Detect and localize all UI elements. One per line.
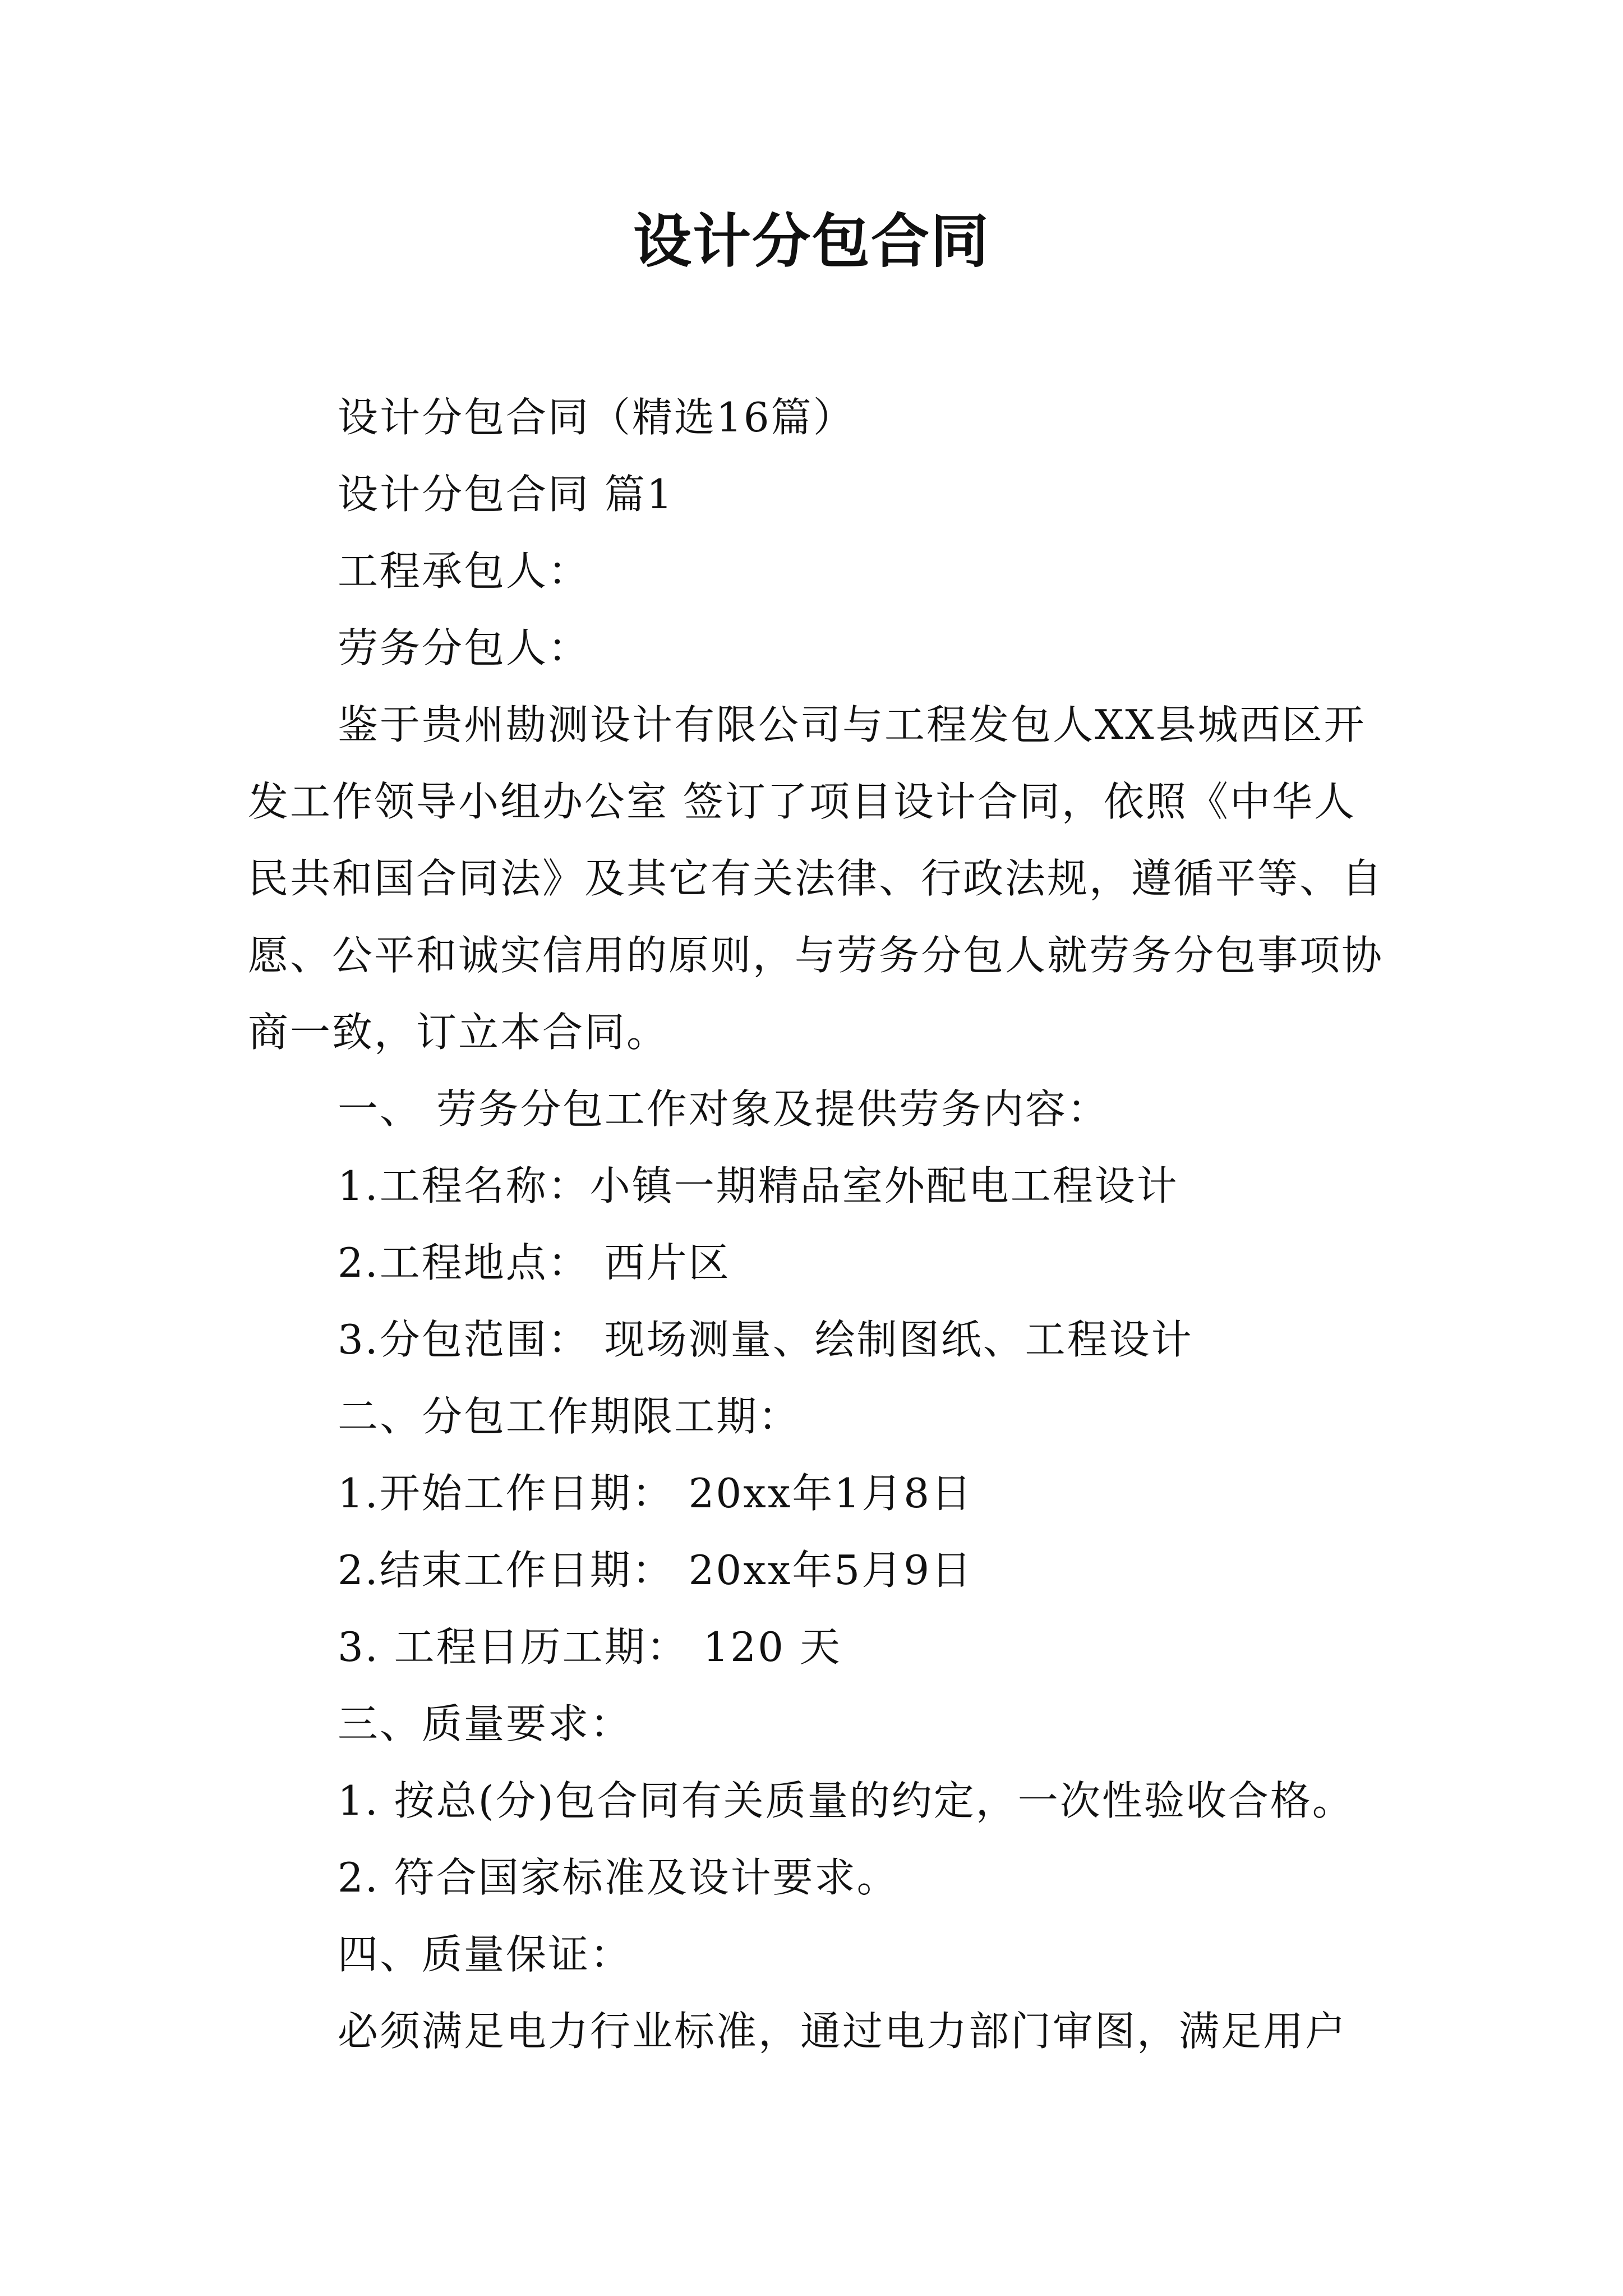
paragraph-clause-4-heading: 四、质量保证： (338, 1931, 633, 1978)
paragraph-clause-3-heading: 三、质量要求： (338, 1700, 633, 1747)
paragraph-project-name: 1.工程名称：小镇一期精品室外配电工程设计 (338, 1162, 1179, 1209)
paragraph-quality-2: 2. 符合国家标准及设计要求。 (338, 1854, 899, 1901)
paragraph-quality-1: 1. 按总(分)包合同有关质量的约定，一次性验收合格。 (338, 1777, 1354, 1824)
paragraph-end-date: 2.结束工作日期： 20xx年5月9日 (338, 1547, 974, 1594)
paragraph-subcontractor: 劳务分包人： (338, 624, 591, 671)
paragraph-project-location: 2.工程地点： 西片区 (338, 1239, 731, 1286)
paragraph-clause-1-heading: 一、 劳务分包工作对象及提供劳务内容： (338, 1085, 1109, 1133)
document-body (248, 379, 1398, 2070)
paragraph-clause-2-heading: 二、分包工作期限工期： (338, 1393, 801, 1440)
paragraph-contractor: 工程承包人： (338, 547, 591, 595)
paragraph-duration: 3. 工程日历工期： 120 天 (338, 1623, 842, 1671)
paragraph-scope: 3.分包范围： 现场测量、绘制图纸、工程设计 (338, 1316, 1193, 1363)
paragraph-section-heading: 设计分包合同 篇1 (338, 471, 674, 518)
document-title: 设计分包合同 (633, 207, 990, 275)
paragraph-guarantee: 必须满足电力行业标准，通过电力部门审图，满足用户 (338, 2008, 1348, 2055)
paragraph-preamble: 鉴于贵州勘测设计有限公司与工程发包人XX县城西区开发工作领导小组办公室 签订了项目设计合同，依照《中华人民共和国合同法》及其它有关法律、行政法规，遵循平等、自愿、公平和诚实信用的原则，与劳务分包人就劳务分包事项协商一致，订立本合同。 (248, 701, 1384, 1056)
paragraph-start-date: 1.开始工作日期： 20xx年1月8日 (338, 1470, 974, 1517)
paragraph-subtitle: 设计分包合同（精选16篇） (338, 394, 855, 441)
